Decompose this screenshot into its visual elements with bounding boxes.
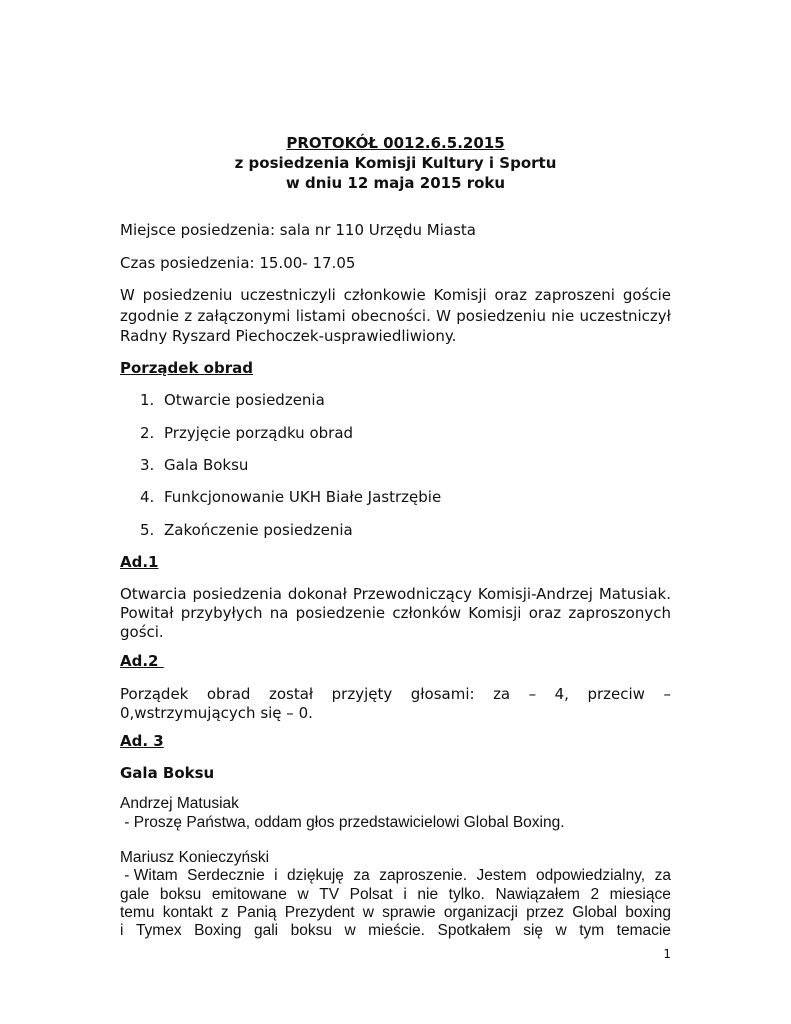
word: obrad [206,685,251,703]
word: Global [572,904,618,921]
word: Boxing [194,922,242,939]
word: w [297,886,309,903]
word: Przewodniczący [352,585,472,603]
speech-text: - Proszę Państwa, oddam głos przedstawicielowi Global Boxing. [120,814,565,831]
agenda-item-number: 2. [140,424,155,442]
word: oraz [494,286,527,304]
word: i [274,867,278,884]
word: Panią [236,904,277,921]
speech-line-2 [120,885,671,905]
word: Spotkałem [437,922,511,939]
word: kontakt [162,904,213,921]
word: z [184,307,193,325]
meeting-place: Miejsce posiedzenia: sala nr 110 Urzędu Miasta [120,221,476,239]
word: Nawiązałem [495,886,580,903]
word: mieście. [368,922,425,939]
word: - Witam [120,867,178,884]
word: Powitał [120,604,174,622]
word: W [120,286,135,304]
word: posiedzeniu [142,286,233,304]
speech-line-1 [120,866,671,886]
agenda-item-number: 3. [140,456,155,474]
agenda-item-text: Przyjęcie porządku obrad [164,424,354,442]
word: dokonał [287,585,347,603]
word: temu [120,904,155,921]
agenda-item [140,423,353,443]
word: zaproszenie. [379,867,468,884]
agenda-item-text: Funkcjonowanie UKH Białe Jastrzębie [164,488,442,506]
agenda-item-text: Zakończenie posiedzenia [164,521,353,539]
word: się [523,922,544,939]
agenda-item [140,390,325,410]
word: gali [253,922,279,939]
word: przyjęty [331,685,393,703]
word: Matusiak. [598,585,671,603]
word: i [403,886,407,903]
word: nie [417,886,439,903]
ad2-line-1 [120,684,671,704]
word: za [493,685,511,703]
word: Polsat [349,886,393,903]
word: – [663,685,671,703]
word: zaproszeni [534,286,615,304]
word: listami [295,307,346,325]
word: zgodnie [120,307,179,325]
word: Komisji [468,604,522,622]
ad3-heading: Ad. 3 [120,732,164,750]
word: Jestem [476,867,527,884]
word: goście [622,286,671,304]
word: boksu [290,922,332,939]
word: obecności. [351,307,431,325]
word: temacie [616,922,671,939]
word: – [528,685,537,703]
agenda-item [140,520,353,540]
word: TV [319,886,340,903]
document-subtitle-date: w dniu 12 maja 2015 roku [285,174,506,192]
word: emitowane [211,886,287,903]
word: Serdecznie [187,867,265,884]
word: posiedzeniu [456,307,546,325]
ad1-heading: Ad.1 [120,553,159,571]
agenda-item-number: 4. [140,488,155,506]
word: zaproszonych [568,604,671,622]
word: w [362,904,374,921]
word: za [654,867,671,884]
word: dziękuję [287,867,344,884]
word: Prezydent [284,904,355,921]
agenda-item [140,455,248,475]
word: nie [551,307,575,325]
word: boksu [159,886,202,903]
ad1-line-3: gości. [120,623,164,641]
word: Tymex [135,922,182,939]
ad3-subheading: Gala Boksu [120,764,215,782]
word: miesiące [609,886,671,903]
word: Porządek [120,685,189,703]
ad1-line-2 [120,603,671,623]
word: przez [526,904,565,921]
word: Otwarcia [120,585,187,603]
word: organizacji [443,904,518,921]
word: załączonymi [197,307,291,325]
document-header [120,133,671,193]
speaker-name: Mariusz Konieczyński [120,849,270,866]
word: odpowiedzialny, [535,867,646,884]
word: 4, [554,685,569,703]
word: tym [579,922,605,939]
ad2-heading [120,651,671,671]
word: uczestniczył [579,307,671,325]
word: Komisji [433,286,487,304]
agenda-item-number: 1. [140,391,155,409]
word: gale [120,886,150,903]
word: głosami: [410,685,475,703]
word: członków [392,604,462,622]
word: uczestniczyli [240,286,336,304]
page-number: 1 [663,947,671,961]
ad2-heading-text: Ad.2 [120,652,159,670]
word: członkowie [343,286,426,304]
speech-line-4 [120,921,671,941]
word: W [436,307,451,325]
document-subtitle-committee: z posiedzenia Komisji Kultury i Sportu [234,154,557,172]
speech-line-3 [120,903,671,923]
participants-line-1 [120,285,671,305]
word: 2 [590,886,600,903]
agenda-item-text: Otwarcie posiedzenia [164,391,325,409]
ad2-line-2: 0,wstrzymujących się – 0. [120,704,313,722]
word: w [555,922,567,939]
word: za [353,867,370,884]
agenda-item-number: 5. [140,521,155,539]
word: został [268,685,314,703]
agenda-item-text: Gala Boksu [164,456,249,474]
word: w [344,922,356,939]
word: przybyłych [180,604,263,622]
word: oraz [528,604,562,622]
meeting-time: Czas posiedzenia: 15.00- 17.05 [120,254,356,272]
word: posiedzenia [192,585,282,603]
word: przeciw [587,685,645,703]
participants-line-3: Radny Ryszard Piechoczek-usprawiedliwiony. [120,327,457,345]
document-title: PROTOKÓŁ 0012.6.5.2015 [286,134,505,152]
word: boxing [625,904,671,921]
ad1-line-1 [120,584,671,604]
speaker-name: Andrzej Matusiak [120,795,239,812]
participants-line-2 [120,306,671,326]
word: posiedzenie [295,604,386,622]
word: z [220,904,229,921]
agenda-item [140,487,441,507]
word: Komisji-Andrzej [477,585,593,603]
agenda-heading: Porządek obrad [120,359,253,377]
word: sprawie [382,904,436,921]
word: i [120,922,124,939]
word: tylko. [448,886,485,903]
word: na [269,604,289,622]
